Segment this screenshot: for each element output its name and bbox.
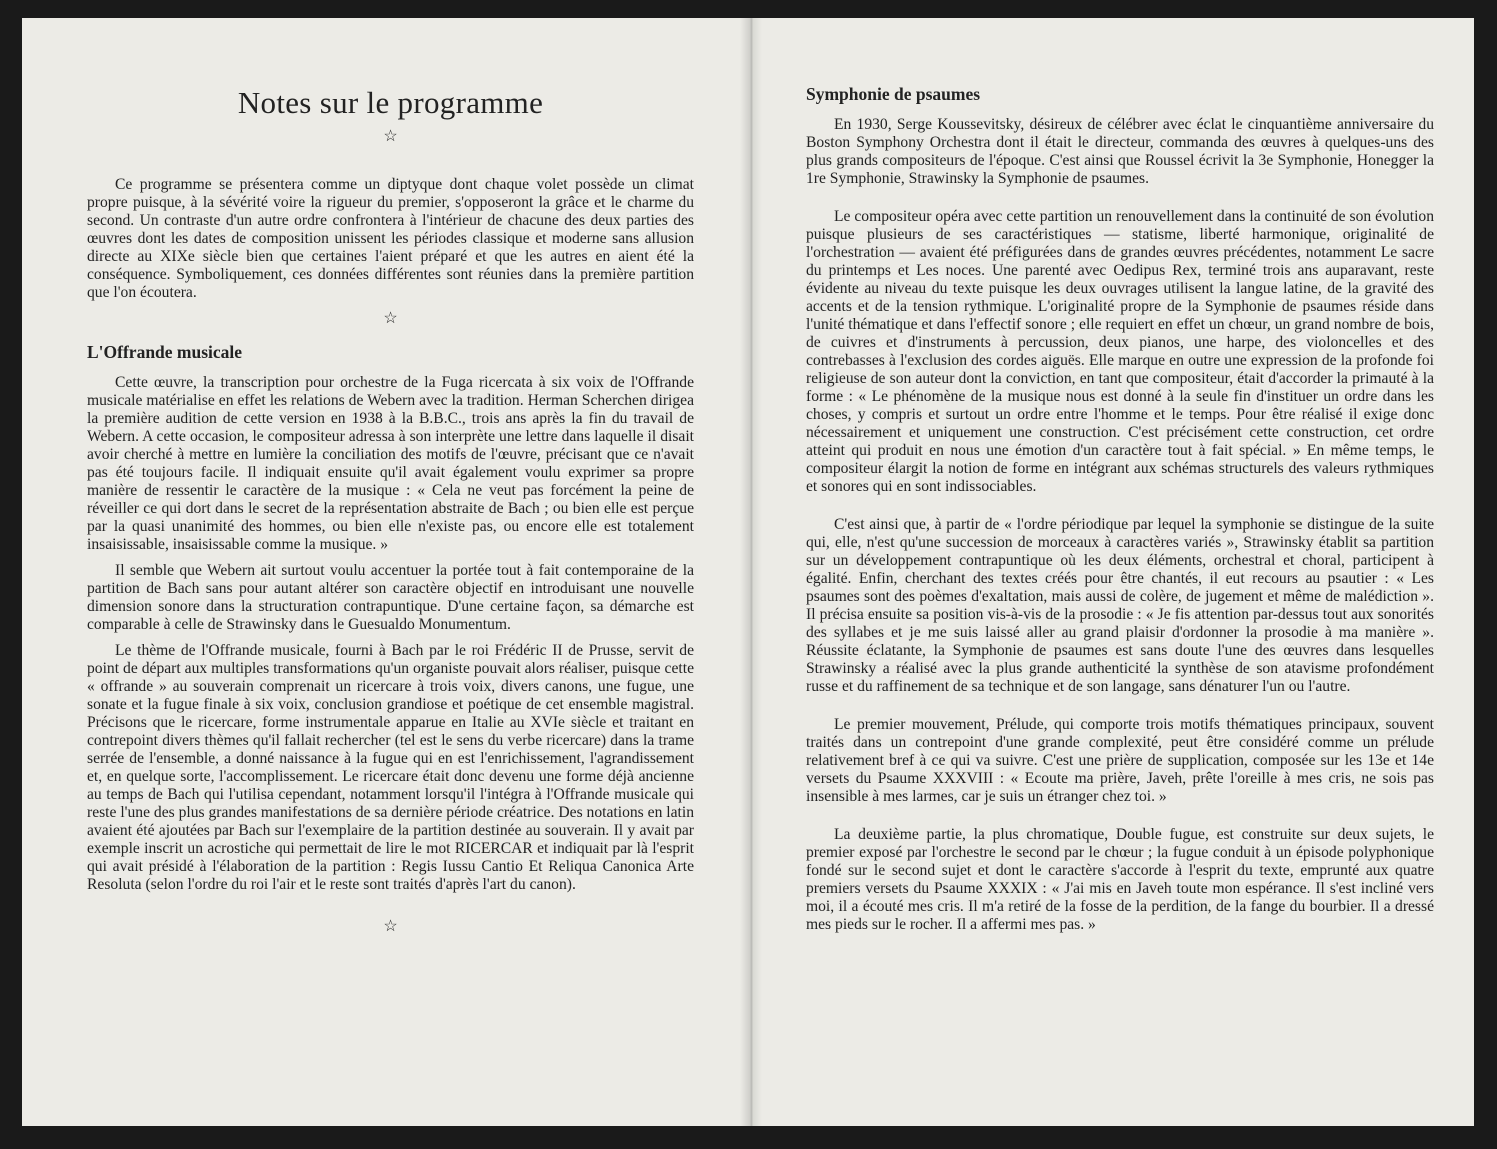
paragraph: Le compositeur opéra avec cette partition un renouvellement dans la continuité de son évolution puisque plusieurs de ses caractéristiques — statisme, liberté harmonique, originalité de l'orchestration — avaient été préfigurées dans de grandes œuvres précédentes, notamment Le sacre du printemps et Les noces. Une parenté avec Oedipus Rex, terminé trois ans auparavant, reste évidente au niveau du texte puisque les deux ouvrages utilisent la langue latine, de la gravité des accents et de la tension rythmique. L'originalité propre de la Symphonie de psaumes réside dans l'unité thématique et dans l'effectif sonore ; elle requiert en effet un chœur, un grand nombre de bois, de cuivres et d'instruments à percussion, deux pianos, une harpe, des violoncelles et des contrebasses à l'exclusion des cordes aiguës. Elle marque en outre une expression de la profonde foi religieuse de son auteur dont la conviction, en tant que compositeur, était d'accorder la primauté à la forme : « Le phénomène de la musique nous est donné à la seule fin d'instituer un ordre dans les choses, y compris et surtout un ordre entre l'homme et le temps. Pour être réalisé il exige donc nécessairement et uniquement une construction. C'est précisément cette construction, cet ordre atteint qui produit en nous une émotion d'un caractère tout à fait spécial. » En même temps, le compositeur élargit la notion de forme en intégrant aux schémas structurels des valeurs rythmiques et sonores qui en sont indissociables. — [806, 208, 1434, 495]
paragraph: Le thème de l'Offrande musicale, fourni à Bach par le roi Frédéric II de Prusse, servit de point de départ aux multiples transformations qu'un organiste pouvait alors réaliser, puisque cette « offrande » au souverain comprenait un ricercare à trois voix, divers canons, une fugue, une sonate et la fugue finale à six voix, conclusion grandiose et poétique de cet ensemble magistral. Précisons que le ricercare, forme instrumentale apparue en Italie au XVIe siècle et traitant en contrepoint divers thèmes qu'il fallait rechercher (tel est le sens du verbe ricercare) dans la trame serrée de l'ensemble, a donné naissance à la fugue qui en est l'enrichissement, l'agrandissement et, en quelque sorte, l'accomplissement. Le ricercare était donc devenu une forme déjà ancienne au temps de Bach qui l'utilisa cependant, notamment lorsqu'il l'intégra à l'Offrande musicale qui reste l'une des plus grandes manifestations de sa dernière période créatrice. Des notations en latin avaient été ajoutées par Bach sur l'exemplaire de la partition destinée au souverain. Il y avait par exemple inscrit un acrostiche qui permettait de lire le mot RICERCAR et indiquait par là l'esprit qui avait présidé à l'élaboration de la partition : Regis Iussu Cantio Et Reliqua Canonica Arte Resoluta (selon l'ordre du roi l'air et le reste sont traités d'après l'art du canon). — [87, 642, 694, 893]
paragraph: En 1930, Serge Koussevitsky, désireux de célébrer avec éclat le cinquantième anniversaire du Boston Symphony Orchestra dont il était le directeur, commanda des œuvres à quelques-uns des plus grands compositeurs de l'époque. C'est ainsi que Roussel écrivit la 3e Symphonie, Honegger la 1re Symphonie, Strawinsky la Symphonie de psaumes. — [806, 116, 1434, 187]
page-title: Notes sur le programme — [237, 85, 544, 120]
paragraph: Cette œuvre, la transcription pour orchestre de la Fuga ricercata à six voix de l'Offrande musicale matérialise en effet les relations de Webern avec la tradition. Herman Scherchen dirigea la première audition de cette version en 1938 à la B.B.C., trois ans après la fin du travail de Webern. A cette occasion, le compositeur adressa à son interprète une lettre dans laquelle il disait avoir cherché à mettre en lumière la conciliation des motifs de l'œuvre, précisant que ce n'avait pas été toujours facile. Il indiquait ensuite qu'il avait également voulu exprimer sa propre manière de ressentir le caractère de la musique : « Cela ne veut pas forcément la peine de réveiller ce qui dort dans le secret de la représentation abstraite de Bach ; ou bien elle est perçue par la quasi unanimité des hommes, ou bien elle n'existe pas, ou encore elle est totalement insaisissable, insaisissable comme la musique. » — [87, 374, 694, 553]
star-ornament-icon: ☆ — [383, 310, 398, 327]
section-heading-symphonie: Symphonie de psaumes — [806, 84, 981, 104]
book-gutter — [740, 18, 762, 1126]
left-page — [22, 18, 750, 1126]
section-heading-offrande: L'Offrande musicale — [87, 342, 243, 362]
booklet-spread — [22, 18, 1474, 1126]
star-ornament-icon: ☆ — [383, 128, 398, 145]
left-column — [87, 84, 694, 936]
paragraph: Le premier mouvement, Prélude, qui comporte trois motifs thématiques principaux, souvent traités dans un contrepoint d'une grande complexité, peut être considéré comme un prélude relativement bref à ce qui va suivre. C'est une prière de supplication, composée sur les 13e et 14e versets du Psaume XXXVIII : « Ecoute ma prière, Javeh, prête l'oreille à mes cris, ne sois pas insensible à mes larmes, car je suis un étranger chez toi. » — [806, 716, 1434, 805]
right-column — [806, 78, 1434, 942]
right-page — [750, 18, 1474, 1126]
paragraph: C'est ainsi que, à partir de « l'ordre périodique par lequel la symphonie se distingue de la suite qui, elle, n'est qu'une succession de morceaux à caractères variés », Strawinsky établit sa partition sur un développement contrapuntique où les deux éléments, orchestral et choral, participent à égalité. Enfin, cherchant des textes créés pour être chantés, il eut recours au psautier : « Les psaumes sont des poèmes d'exaltation, mais aussi de colère, de jugement et même de malédiction ». Il précisa ensuite sa position vis-à-vis de la prosodie : « Je fis attention par-dessus tout aux sonorités des syllabes et je me suis laissé aller au grand plaisir d'ordonner la prosodie à ma manière ». Réussite éclatante, la Symphonie de psaumes est sans doute l'une des œuvres dans lesquelles Strawinsky a réalisé avec la plus grande authenticité la synthèse de son atavisme profondément russe et du raffinement de sa technique et de son langage, sans dénaturer l'un ou l'autre. — [806, 516, 1434, 695]
star-ornament-icon: ☆ — [383, 918, 398, 935]
paragraph: Il semble que Webern ait surtout voulu accentuer la portée tout à fait contemporaine de la partition de Bach sans pour autant altérer son caractère objectif en introduisant une nouvelle dimension sonore dans la structuration contrapuntique. D'une certaine façon, sa démarche est comparable à celle de Strawinsky dans le Guesualdo Monumentum. — [87, 562, 694, 633]
paragraph: La deuxième partie, la plus chromatique, Double fugue, est construite sur deux sujets, le premier exposé par l'orchestre le second par le chœur ; la fugue conduit à un épisode polyphonique fondé sur le second sujet et dont le caractère s'accorde à l'esprit du texte, emprunté aux quatre premiers versets du Psaume XXXIX : « J'ai mis en Javeh toute mon espérance. Il s'est incliné vers moi, il a écouté mes cris. Il m'a retiré de la fosse de la perdition, de la fange du bourbier. Il a dressé mes pieds sur le rocher. Il a affermi mes pas. » — [806, 826, 1434, 933]
intro-paragraph: Ce programme se présentera comme un diptyque dont chaque volet possède un climat propre puisque, à la sévérité voire la rigueur du premier, s'opposeront la grâce et le charme du second. Un contraste d'un autre ordre confrontera à l'intérieur de chacune des deux parties des œuvres dont les dates de composition unissent les périodes classique et moderne sans allusion directe au XIXe siècle bien que certaines l'aient préparé et que les autres en aient été la conséquence. Symboliquement, ces données différentes sont réunies dans la première partition que l'on écoutera. — [87, 176, 694, 301]
